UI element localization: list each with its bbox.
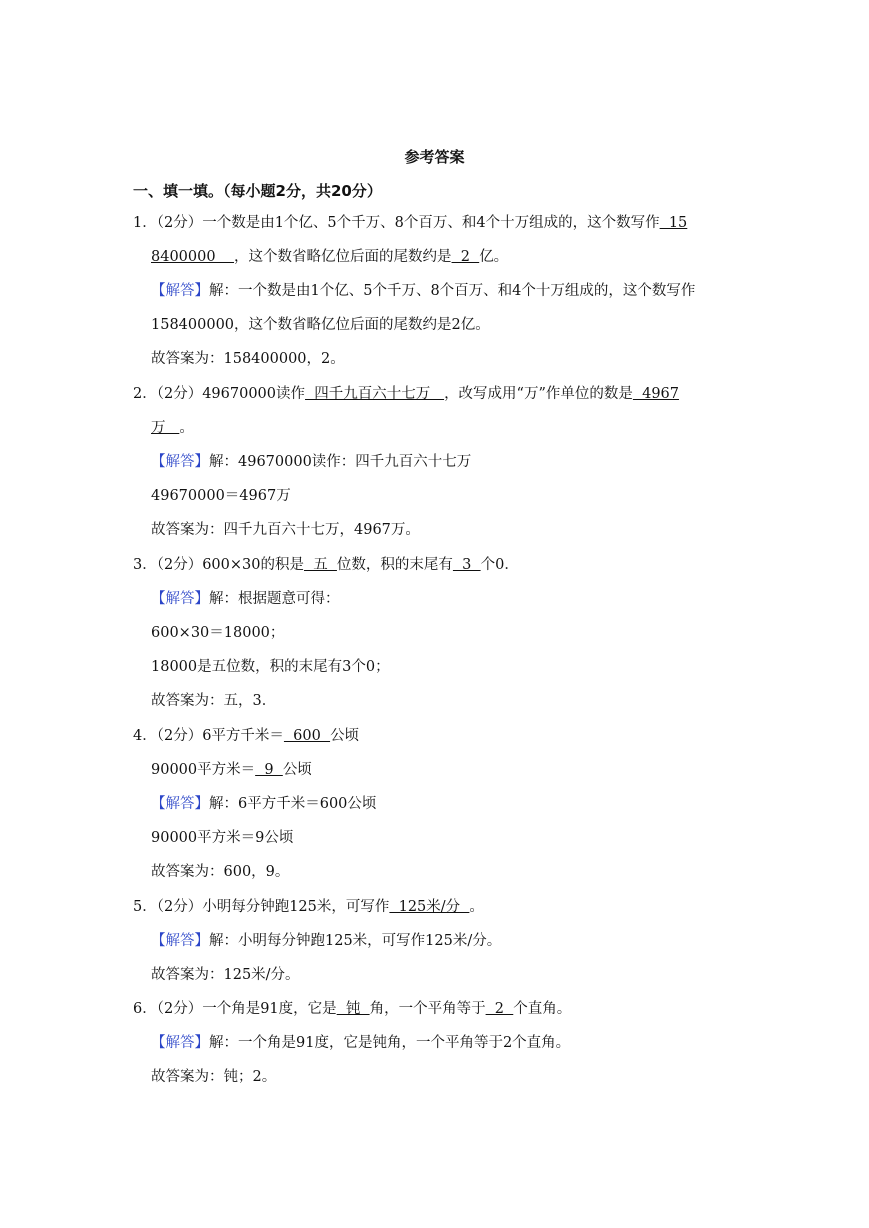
q5-text-suffix: 。: [469, 899, 484, 915]
q3-solution-line-2: 600×30＝18000；: [151, 625, 285, 641]
q1-question-cont: [151, 247, 508, 267]
q4-answer-summary: 故答案为：600，9。: [151, 864, 290, 880]
q2-text: 2．（2分）49670000读作: [133, 386, 306, 402]
q2-text-suffix: 。: [179, 420, 194, 436]
q2-answer-blank-2-cont: 万: [151, 420, 180, 436]
q3-text-mid: 位数，积的末尾有: [336, 557, 453, 573]
q1-question: [133, 213, 687, 233]
q6-question: [133, 999, 571, 1019]
q2-question: [133, 384, 679, 404]
solution-tag: 【解答】: [151, 591, 209, 607]
q1-text-suffix: 亿。: [479, 249, 509, 265]
q6-text-suffix: 个直角。: [513, 1001, 572, 1017]
q4-text-suffix-2: 公顷: [282, 762, 312, 778]
q4-solution: [151, 794, 376, 814]
q4-answer-blank-2: 9: [255, 762, 283, 778]
solution-tag: 【解答】: [151, 283, 209, 299]
q4-text-suffix: 公顷: [330, 728, 360, 744]
q3-text-suffix: 个0．: [480, 557, 519, 573]
q1-answer-blank-2: 2: [451, 249, 480, 265]
q3-text: 3．（2分）600×30的积是: [133, 557, 304, 573]
q3-answer-blank-2: 3: [452, 557, 481, 573]
q1-solution: [151, 281, 695, 301]
q5-text: 5．（2分）小明每分钟跑125米，可写作: [133, 899, 390, 915]
q6-solution: [151, 1033, 570, 1053]
q2-answer-blank-2: 4967: [632, 386, 680, 402]
q2-answer-blank-1: 四千九百六十七万: [305, 386, 445, 402]
q3-solution-line: 解：根据题意可得：: [209, 591, 340, 607]
q1-text: 1．（2分）一个数是由1个亿、5个千万、8个百万、和4个十万组成的，这个数写作: [133, 215, 660, 231]
q1-answer-blank-1: 15: [659, 215, 688, 231]
q2-solution-line: 解：49670000读作：四千九百六十七万: [209, 454, 472, 470]
q1-solution-line: 解：一个数是由1个亿、5个千万、8个百万、和4个十万组成的，这个数写作: [209, 283, 696, 299]
q1-text-mid: ，这个数省略亿位后面的尾数约是: [234, 249, 452, 265]
q4-solution-line: 解：6平方千米＝600公顷: [209, 796, 377, 812]
q3-question: [133, 555, 519, 575]
q5-question: [133, 897, 484, 917]
q6-answer-blank-2: 2: [485, 1001, 514, 1017]
q4-question: [133, 726, 359, 746]
section-heading: 一、填一填。（每小题2分，共20分）: [133, 182, 382, 200]
q6-text-mid: 角，一个平角等于: [369, 1001, 486, 1017]
q6-answer-summary: 故答案为：钝；2。: [151, 1069, 277, 1085]
q3-answer-summary: 故答案为：五，3．: [151, 693, 277, 709]
q4-solution-line-2: 90000平方米＝9公顷: [151, 830, 294, 846]
q4-answer-blank-1: 600: [283, 728, 331, 744]
q4-text: 4．（2分）6平方千米＝: [133, 728, 284, 744]
q6-answer-blank-1: 钝: [336, 1001, 370, 1017]
q5-answer-summary: 故答案为：125米/分。: [151, 967, 300, 983]
q5-answer-blank-1: 125米/分: [389, 899, 470, 915]
q3-answer-blank-1: 五: [303, 557, 337, 573]
q2-solution-line-2: 49670000＝4967万: [151, 488, 291, 504]
q1-answer-blank-1-cont: 8400000: [151, 249, 235, 265]
q4-text-2: 90000平方米＝: [151, 762, 256, 778]
q5-solution-line: 解：小明每分钟跑125米，可写作125米/分。: [209, 933, 502, 949]
solution-tag: 【解答】: [151, 1035, 209, 1051]
q2-answer-summary: 故答案为：四千九百六十七万，4967万。: [151, 522, 420, 538]
q5-solution: [151, 931, 501, 951]
solution-tag: 【解答】: [151, 454, 209, 470]
q3-solution: [151, 589, 340, 609]
q2-question-cont: [151, 418, 194, 438]
q1-solution-line-2: 158400000，这个数省略亿位后面的尾数约是2亿。: [151, 317, 490, 333]
solution-tag: 【解答】: [151, 933, 209, 949]
page-title: 参考答案: [404, 148, 465, 166]
solution-tag: 【解答】: [151, 796, 209, 812]
q4-question-line-2: [151, 760, 312, 780]
q6-solution-line: 解：一个角是91度，它是钝角，一个平角等于2个直角。: [209, 1035, 571, 1051]
q2-text-mid: ，改写成用“万”作单位的数是: [444, 386, 633, 402]
q3-solution-line-3: 18000是五位数，积的末尾有3个0；: [151, 659, 390, 675]
q1-answer-summary: 故答案为：158400000，2。: [151, 351, 345, 367]
q6-text: 6．（2分）一个角是91度，它是: [133, 1001, 337, 1017]
q2-solution: [151, 452, 471, 472]
